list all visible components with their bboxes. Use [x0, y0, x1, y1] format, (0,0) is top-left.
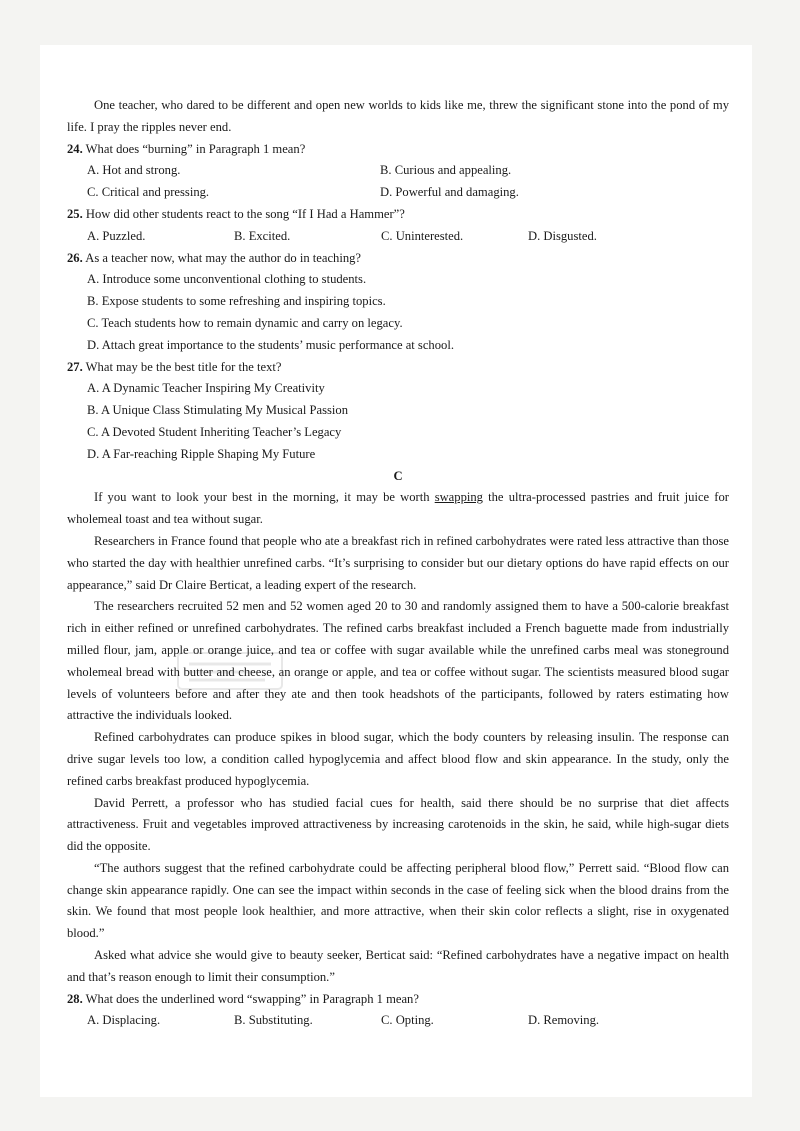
question-25: [67, 204, 729, 248]
option-d: D. Powerful and damaging.: [380, 185, 519, 200]
intro-paragraph: One teacher, who dared to be different and open new worlds to kids like me, threw the significant stone into the pond of my life. I pray the ripples never end.: [67, 98, 729, 134]
exam-page: [40, 45, 752, 1097]
options-row: [67, 160, 729, 182]
watermark-stamp: [175, 648, 285, 694]
passage-paragraph-7: Asked what advice she would give to beauty seeker, Berticat said: “Refined carbohydrates have a negative impact on health and that’s reason enough to limit their consumption.”: [67, 948, 729, 984]
option-a: A. Displacing.: [87, 1013, 161, 1028]
question-number: 27.: [67, 359, 83, 374]
option-a: A. Puzzled.: [87, 228, 146, 243]
question-26: [67, 248, 729, 357]
passage-paragraph-2: Researchers in France found that people who ate a breakfast rich in refined carbohydrates were rated less attractive than those who started the day with healthier unrefined carbs. “It’s surprising to consider but our dietary options do have rapid effects on our appearance,” said Dr Claire Berticat, a leading expert of the research.: [67, 533, 729, 592]
passage-paragraph-4: Refined carbohydrates can produce spikes in blood sugar, which the body counters by releasing insulin. The response can drive sugar levels too low, a condition called hypoglycemia and affect blood flow and skin appearance. In the study, only the refined carbs breakfast produced hypoglycemia.: [67, 730, 729, 788]
option-c: C. A Devoted Student Inheriting Teacher’s Legacy: [87, 424, 342, 439]
page-content: [67, 95, 729, 1032]
option-d: D. Disgusted.: [528, 228, 597, 243]
question-stem: 25. How did other students react to the song “If I Had a Hammer”?: [67, 206, 405, 221]
options-row: [67, 182, 729, 204]
passage-paragraph-1: If you want to look your best in the morning, it may be worth swapping the ultra-processed pastries and fruit juice for wholemeal toast and tea without sugar.: [67, 490, 729, 527]
passage-paragraph-6: “The authors suggest that the refined carbohydrate could be affecting peripheral blood flow,” Perrett said. “Blood flow can change skin appearance rapidly. One can see the impact within seconds in the case of feeling sick when the blood drains from the skin. We found that most people look healthier, and more attractive, when their skin color reflects a slight, rise in oxygenated blood.”: [67, 860, 729, 941]
option-b: B. Curious and appealing.: [380, 163, 512, 178]
question-stem: 27. What may be the best title for the text?: [67, 359, 282, 374]
question-27: [67, 357, 729, 466]
option-d: D. Attach great importance to the students’ music performance at school.: [87, 337, 454, 352]
question-number: 26.: [67, 250, 83, 265]
question-28: [67, 989, 729, 1033]
question-number: 24.: [67, 141, 83, 156]
option-d: D. Removing.: [528, 1013, 600, 1028]
passage-paragraph-5: David Perrett, a professor who has studied facial cues for health, said there should be no surprise that diet affects attractiveness. Fruit and vegetables improved attractiveness by increasing carotenoids in the skin, he said, while high-sugar diets did the opposite.: [67, 795, 729, 854]
option-c: C. Uninterested.: [381, 228, 464, 243]
option-c: C. Opting.: [381, 1013, 434, 1028]
question-stem: 24. What does “burning” in Paragraph 1 mean?: [67, 141, 306, 156]
question-stem: 28. What does the underlined word “swapping” in Paragraph 1 mean?: [67, 991, 419, 1006]
option-d: D. A Far-reaching Ripple Shaping My Future: [87, 446, 316, 461]
underlined-word: swapping: [434, 490, 483, 505]
section-heading: C: [393, 468, 403, 483]
option-b: B. Excited.: [234, 228, 291, 243]
option-c: C. Teach students how to remain dynamic and carry on legacy.: [87, 315, 403, 330]
option-b: B. A Unique Class Stimulating My Musical Passion: [87, 403, 348, 418]
options-row: [67, 226, 729, 248]
options-row: [67, 1010, 729, 1032]
option-b: B. Substituting.: [234, 1013, 313, 1028]
option-b: B. Expose students to some refreshing and inspiring topics.: [87, 294, 386, 309]
question-24: [67, 139, 729, 204]
question-stem: 26. As a teacher now, what may the author do in teaching?: [67, 250, 362, 265]
passage-paragraph-3: The researchers recruited 52 men and 52 women aged 20 to 30 and randomly assigned them to have a 500-calorie breakfast rich in either refined or unrefined carbohydrates. The refined carbs breakfast included a French baguette made from industrially milled flour, jam, apple or orange juice, and tea or coffee with sugar available while the unrefined carbs meal was stoneground wholemeal bread with butter and cheese, an orange or apple, and tea or coffee without sugar. The scientists measured blood sugar levels of volunteers before and after they ate and then took headshots of the participants, followed by raters estimating how attractive the individuals looked.: [67, 599, 729, 723]
question-number: 25.: [67, 206, 83, 221]
question-number: 28.: [67, 991, 83, 1006]
option-a: A. A Dynamic Teacher Inspiring My Creativity: [87, 381, 325, 396]
option-a: A. Hot and strong.: [87, 163, 181, 178]
option-c: C. Critical and pressing.: [87, 185, 210, 200]
option-a: A. Introduce some unconventional clothing to students.: [87, 272, 367, 287]
